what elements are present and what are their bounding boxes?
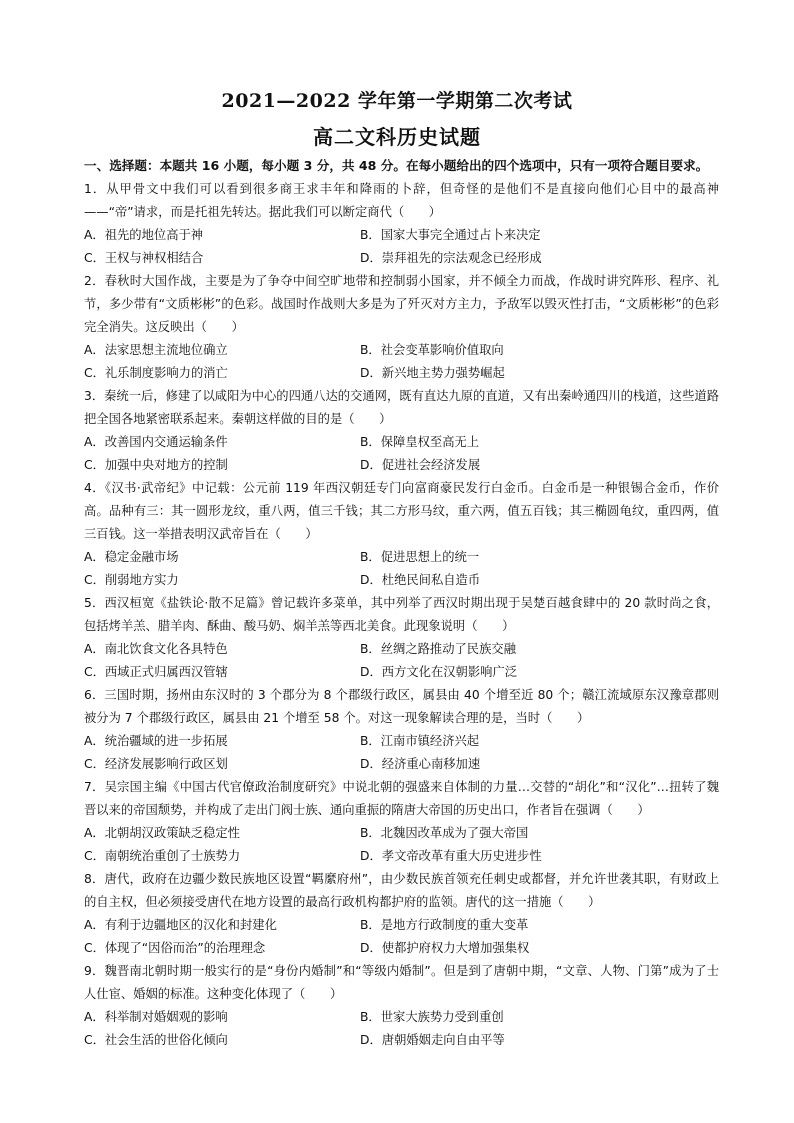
option-d: D．崇拜祖先的宗法观念已经形成	[360, 251, 542, 265]
question-stem: 5．西汉桓宽《盐铁论·散不足篇》曾记载许多菜单，其中列举了西汉时期出现于吴楚百越食肆中的 20 款时尚之食，包括烤羊羔、腊羊肉、酥曲、酸马奶、焖羊羔等西北美食。此现象说明（ ）	[84, 596, 719, 633]
question-stem: 9．魏晋南北朝时期一般实行的是“身份内婚制”和“等级内婚制”。但是到了唐朝中期，“文章、人物、门第”成为了士人仕宦、婚姻的标准。这种变化体现了（ ）	[84, 964, 719, 1001]
option-c: C．加强中央对地方的控制	[84, 458, 228, 472]
option-grid	[84, 638, 719, 684]
section-heading: 一、选择题：本题共 16 小题，每小题 3 分，共 48 分。在每小题给出的四个选项中，只有一项符合题目要求。	[84, 158, 709, 173]
question-2	[84, 270, 719, 385]
option-b: B．国家大事完全通过占卜来决定	[360, 228, 541, 242]
option-a: A．稳定金融市场	[84, 550, 179, 564]
exam-subtitle: 高二文科历史试题	[313, 125, 481, 149]
option-grid	[84, 431, 719, 477]
option-a: A．祖先的地位高于神	[84, 228, 204, 242]
question-stem: 1．从甲骨文中我们可以看到很多商王求丰年和降雨的卜辞，但奇怪的是他们不是直接向他们心目中的最高神——“帝”请求，而是托祖先转达。据此我们可以断定商代（ ）	[84, 182, 719, 219]
option-grid	[84, 730, 719, 776]
option-d: D．唐朝婚姻走向自由平等	[360, 1033, 505, 1047]
option-d: D．使都护府权力大增加强集权	[360, 941, 530, 955]
option-b: B．江南市镇经济兴起	[360, 734, 480, 748]
question-3	[84, 385, 719, 477]
option-d: D．经济重心南移加速	[360, 757, 481, 771]
option-c: C．礼乐制度影响力的消亡	[84, 366, 228, 380]
option-b: B．促进思想上的统一	[360, 550, 480, 564]
option-b: B．丝绸之路推动了民族交融	[360, 642, 516, 656]
option-a: A．法家思想主流地位确立	[84, 343, 228, 357]
option-c: C．西域正式归属西汉管辖	[84, 665, 228, 679]
question-stem: 8．唐代，政府在边疆少数民族地区设置“羁縻府州”，由少数民族首领充任刺史或都督，并允许世袭其职，有财政上的自主权，但必须接受唐代在地方设置的最高行政机构都护府的监领。唐代的这一措施（ ）	[84, 872, 719, 909]
option-c: C．社会生活的世俗化倾向	[84, 1033, 228, 1047]
option-d: D．孝文帝改革有重大历史进步性	[360, 849, 542, 863]
option-d: D．西方文化在汉朝影响广泛	[360, 665, 518, 679]
option-c: C．体现了“因俗而治”的治理理念	[84, 941, 266, 955]
option-b: B．是地方行政制度的重大变革	[360, 918, 529, 932]
option-a: A．改善国内交通运输条件	[84, 435, 228, 449]
option-d: D．杜绝民间私自造币	[360, 573, 481, 587]
option-b: B．世家大族势力受到重创	[360, 1010, 504, 1024]
option-a: A．北朝胡汉政策缺乏稳定性	[84, 826, 240, 840]
option-grid	[84, 822, 719, 868]
question-9	[84, 960, 719, 1052]
option-d: D．促进社会经济发展	[360, 458, 481, 472]
question-stem: 2．春秋时大国作战，主要是为了争夺中间空旷地带和控制弱小国家，并不倾全力而战，作战时讲究阵形、程序、礼节，多少带有“文质彬彬”的色彩。战国时作战则大多是为了歼灭对方主力，予敌军以毁灭性打击，“文质彬彬”的色彩完全消失。这反映出（ ）	[84, 274, 719, 334]
option-b: B．保障皇权至高无上	[360, 435, 480, 449]
option-c: C．王权与神权相结合	[84, 251, 204, 265]
option-c: C．削弱地方实力	[84, 573, 179, 587]
exam-title: 2021—2022 学年第一学期第二次考试	[221, 90, 573, 112]
question-8	[84, 868, 719, 960]
option-d: D．新兴地主势力强势崛起	[360, 366, 505, 380]
option-a: A．南北饮食文化各具特色	[84, 642, 228, 656]
option-b: B．北魏因改革成为了强大帝国	[360, 826, 529, 840]
option-a: A．有利于边疆地区的汉化和封建化	[84, 918, 277, 932]
option-c: C．南朝统治重创了士族势力	[84, 849, 241, 863]
option-a: A．统治疆域的进一步拓展	[84, 734, 228, 748]
question-stem: 4．《汉书·武帝纪》中记载：公元前 119 年西汉朝廷专门向富商豪民发行白金币。白金币是一种银锡合金币，作价高。品种有三：其一圆形龙纹，重八两，值三千钱；其二方形马纹，重六两，值五百钱；其三椭圆龟纹，重四两，值三百钱。这一举措表明汉武帝旨在（ ）	[84, 481, 719, 541]
question-stem: 7．吴宗国主编《中国古代官僚政治制度研究》中说北朝的强盛来自体制的力量…交替的“胡化”和“汉化”…扭转了魏晋以来的帝国颓势，并构成了走出门阀士族、通向重振的隋唐大帝国的历史出口，作者旨在强调（ ）	[84, 780, 719, 817]
option-a: A．科举制对婚姻观的影响	[84, 1010, 228, 1024]
question-stem: 3．秦统一后，修建了以咸阳为中心的四通八达的交通网，既有直达九原的直道，又有出秦岭通四川的栈道，这些道路把全国各地紧密联系起来。秦朝这样做的目的是（ ）	[84, 389, 719, 426]
question-4	[84, 477, 719, 592]
option-c: C．经济发展影响行政区划	[84, 757, 228, 771]
option-grid	[84, 546, 719, 592]
question-7	[84, 776, 719, 868]
question-5	[84, 592, 719, 684]
question-stem: 6．三国时期，扬州由东汉时的 3 个郡分为 8 个郡级行政区，属县由 40 个增至近 80 个；赣江流域原东汉豫章郡则被分为 7 个郡级行政区，属县由 21 个增至 58 个。对这一现象解读合理的是，当时（ ）	[84, 688, 719, 725]
question-1	[84, 178, 719, 270]
option-b: B．社会变革影响价值取向	[360, 343, 504, 357]
question-6	[84, 684, 719, 776]
option-grid	[84, 914, 719, 960]
option-grid	[84, 1006, 719, 1052]
option-grid	[84, 224, 719, 270]
option-grid	[84, 339, 719, 385]
question-list	[84, 178, 719, 1052]
